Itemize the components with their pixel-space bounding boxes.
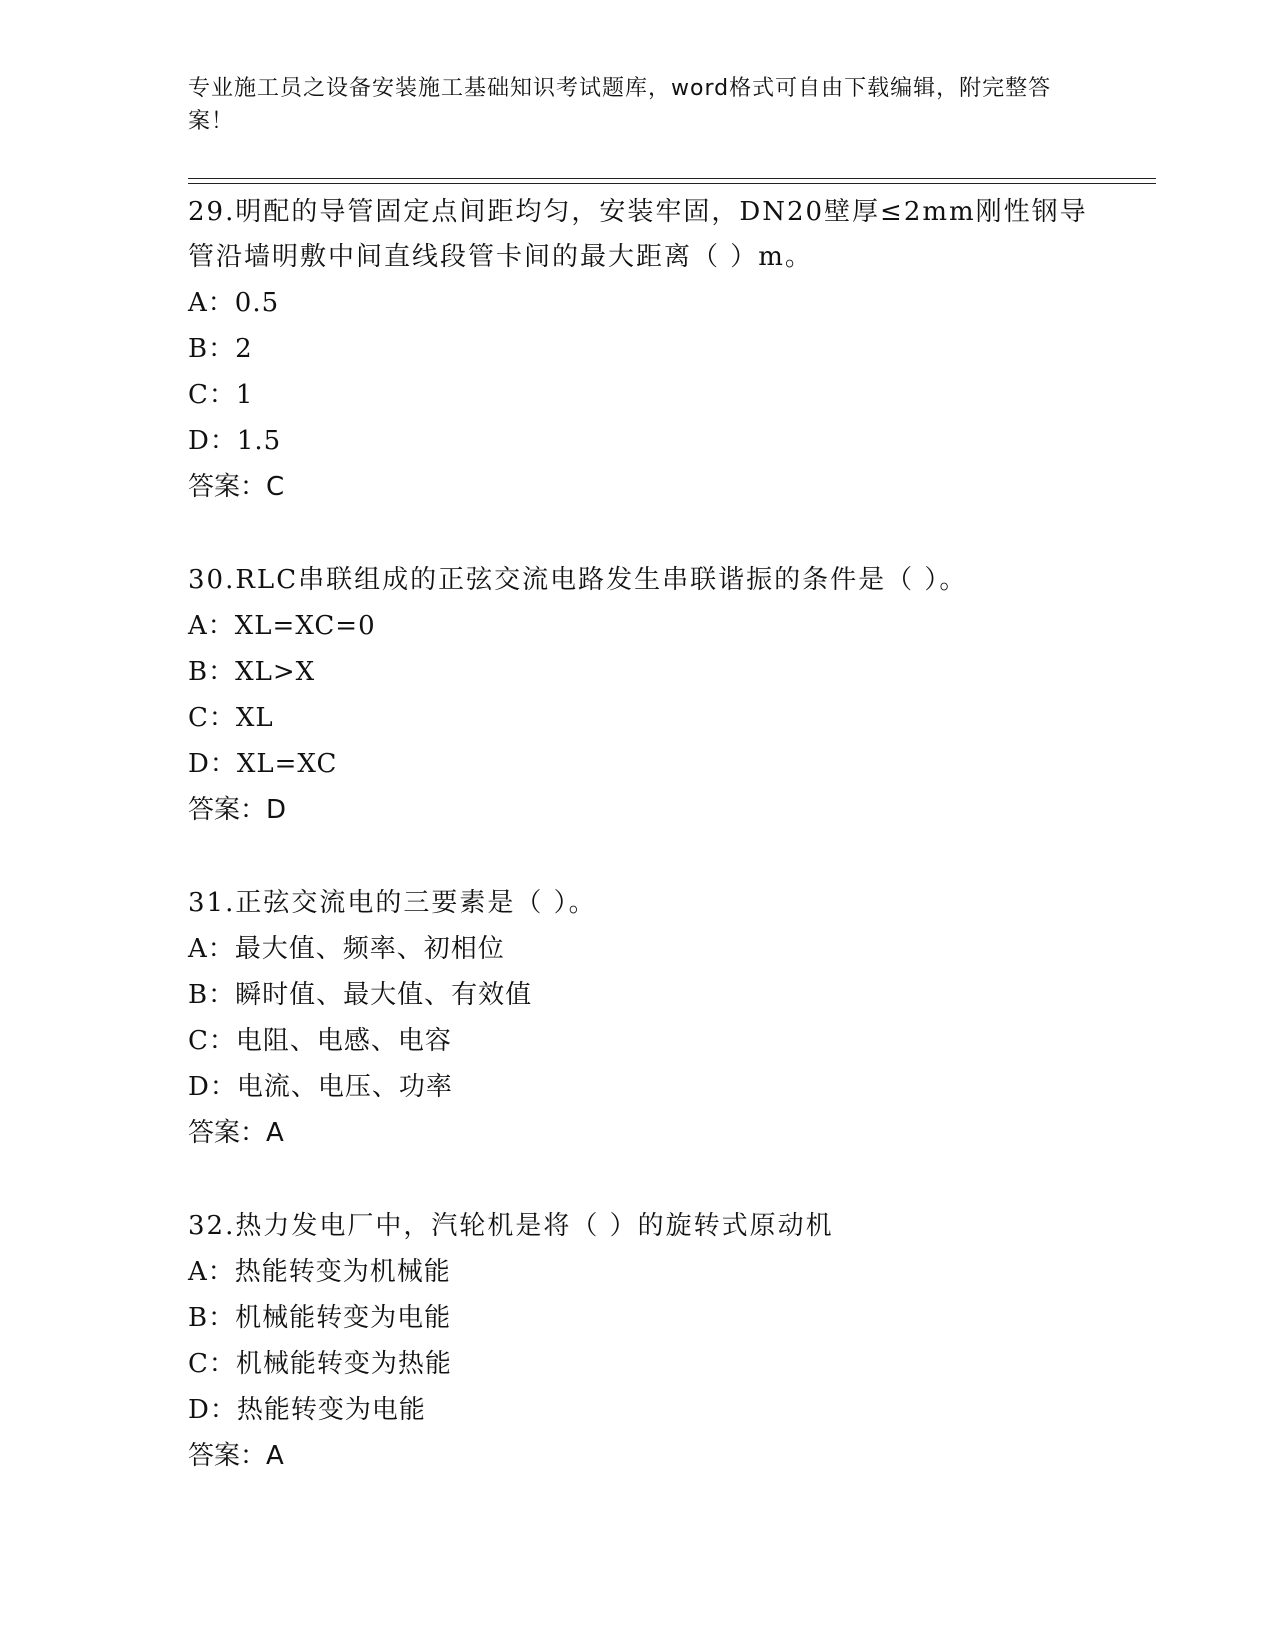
answer-line: 答案：A (188, 1118, 284, 1148)
option-b: B：2 (188, 334, 253, 364)
question-32 (188, 1204, 1088, 1479)
option-b: B：机械能转变为电能 (188, 1303, 452, 1333)
question-stem: 29.明配的导管固定点间距均匀，安装牢固，DN20壁厚≤2mm刚性钢导管沿墙明敷中间直线段管卡间的最大距离（ ）m。 (188, 197, 1088, 272)
option-a: A：热能转变为机械能 (188, 1257, 451, 1287)
question-stem: 30.RLC串联组成的正弦交流电路发生串联谐振的条件是（ ）。 (188, 565, 968, 595)
question-stem: 31.正弦交流电的三要素是（ ）。 (188, 888, 597, 918)
option-b: B：XL>X (188, 657, 316, 687)
option-a: A：最大值、频率、初相位 (188, 934, 505, 964)
option-a: A：0.5 (188, 288, 280, 318)
question-list (188, 190, 1088, 1527)
option-d: D：XL=XC (188, 749, 338, 779)
header-divider-bottom (188, 183, 1156, 184)
option-d: D：热能转变为电能 (188, 1395, 426, 1425)
option-c: C：电阻、电感、电容 (188, 1026, 452, 1056)
option-c: C：机械能转变为热能 (188, 1349, 452, 1379)
answer-line: 答案：A (188, 1441, 284, 1471)
answer-line: 答案：C (188, 472, 285, 502)
option-a: A：XL=XC=0 (188, 611, 376, 641)
document-header: 专业施工员之设备安装施工基础知识考试题库，word格式可自由下载编辑，附完整答案！ (188, 76, 1052, 134)
option-d: D：1.5 (188, 426, 282, 456)
option-b: B：瞬时值、最大值、有效值 (188, 980, 533, 1010)
header-divider-top (188, 178, 1156, 179)
question-30 (188, 558, 1088, 833)
question-stem: 32.热力发电厂中，汽轮机是将（ ）的旋转式原动机 (188, 1211, 834, 1241)
option-d: D：电流、电压、功率 (188, 1072, 453, 1102)
option-c: C：XL (188, 703, 274, 733)
option-c: C：1 (188, 380, 254, 410)
answer-line: 答案：D (188, 795, 287, 825)
question-31 (188, 881, 1088, 1156)
question-29 (188, 190, 1088, 510)
